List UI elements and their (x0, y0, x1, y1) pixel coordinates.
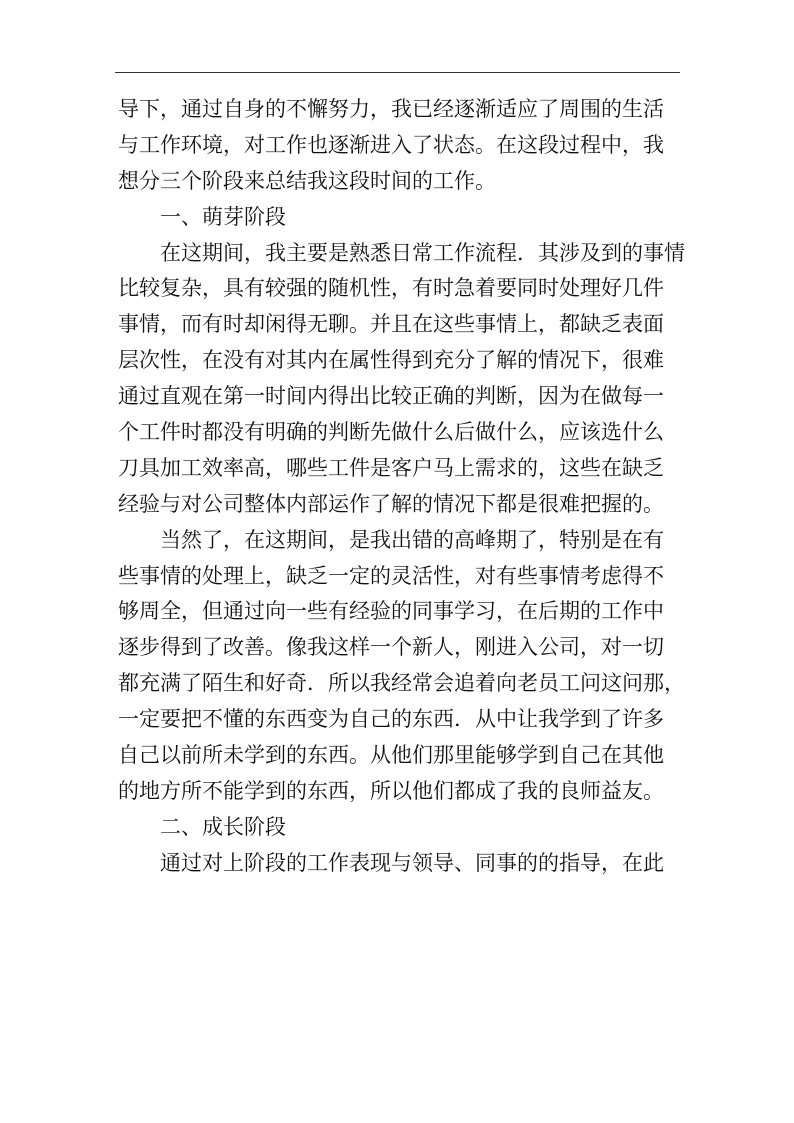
text-line: 些事情的处理上，缺乏一定的灵活性，对有些事情考虑得不 (118, 563, 664, 588)
text-line: 导下，通过自身的不懈努力，我已经逐渐适应了周围的生活 (118, 97, 664, 121)
text-line: 逐步得到了改善。像我这样一个新人，刚进入公司，对一切 (118, 635, 664, 660)
text-line: 与工作环境，对工作也逐渐进入了状态。在这段过程中，我 (118, 132, 664, 157)
text-line: 想分三个阶段来总结我这段时间的工作。 (118, 168, 496, 193)
text-line: 层次性，在没有对其内在属性得到充分了解的情况下，很难 (118, 348, 664, 373)
section-heading-growth: 二、成长阶段 (160, 814, 286, 839)
text-line: 刀具加工效率高，哪些工件是客户马上需求的，这些在缺乏 (118, 455, 664, 480)
section-heading-germination: 一、萌芽阶段 (160, 204, 286, 229)
text-line: 在这期间，我主要是熟悉日常工作流程．其涉及到的事情 (160, 240, 685, 265)
text-line: 通过直观在第一时间内得出比较正确的判断，因为在做每一 (118, 384, 664, 409)
text-line: 经验与对公司整体内部运作了解的情况下都是很难把握的。 (118, 491, 664, 516)
header-rule (115, 72, 680, 73)
document-body (118, 92, 688, 882)
text-line: 比较复杂，具有较强的随机性，有时急着要同时处理好几件 (118, 276, 664, 301)
text-line: 当然了，在这期间，是我出错的高峰期了，特别是在有 (160, 527, 664, 552)
text-line: 自己以前所未学到的东西。从他们那里能够学到自己在其他 (118, 743, 664, 768)
text-line: 事情，而有时却闲得无聊。并且在这些事情上，都缺乏表面 (118, 312, 664, 337)
text-line: 的地方所不能学到的东西，所以他们都成了我的良师益友。 (118, 778, 664, 803)
text-line: 通过对上阶段的工作表现与领导、同事的的指导，在此 (160, 850, 664, 875)
text-line: 都充满了陌生和好奇．所以我经常会追着向老员工问这问那， (118, 671, 685, 696)
text-line: 一定要把不懂的东西变为自己的东西．从中让我学到了许多 (118, 707, 664, 732)
text-line: 够周全，但通过向一些有经验的同事学习，在后期的工作中 (118, 599, 664, 624)
text-line: 个工件时都没有明确的判断先做什么后做什么，应该选什么 (118, 420, 664, 445)
